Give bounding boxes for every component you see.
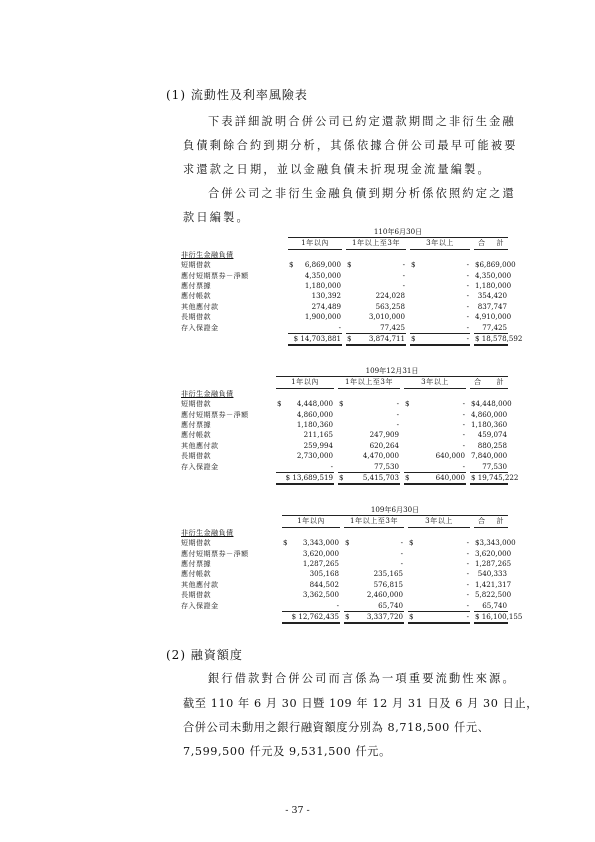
table-row: 短期借款 $ 4,448,000 $ - $ - $ 4,448,000 bbox=[181, 399, 512, 409]
paragraph-line: 下表詳細說明合併公司已約定還款期間之非衍生金融 bbox=[208, 115, 516, 128]
column-header: 1年以內 bbox=[288, 238, 342, 249]
paragraph-line: 負債剩餘合約到期分析，其係依據合併公司最早可能被要 bbox=[183, 139, 518, 152]
table-row: 應付短期票券－淨額 4,350,000 - - 4,350,000 bbox=[181, 270, 512, 280]
column-header: 1年以內 bbox=[282, 516, 340, 527]
table-row: 存入保證金 - 77,530 - 77,530 bbox=[181, 461, 508, 471]
table-row: 應付短期票券－淨額 4,860,000 - - 4,860,000 bbox=[181, 409, 508, 419]
table-row: 長期借款 3,362,500 2,460,000 - 5,822,500 bbox=[181, 590, 512, 600]
table-row: 其他應付款 844,502 576,815 - 1,421,317 bbox=[181, 579, 512, 589]
paragraph-line: 款日編製。 bbox=[183, 211, 250, 224]
maturity-table-110-06-30 bbox=[180, 227, 523, 346]
table-date: 109年6月30日 bbox=[282, 505, 508, 516]
table-row: 長期借款 2,730,000 4,470,000 640,000 7,840,000 bbox=[181, 451, 508, 461]
paragraph-line: 合併公司未動用之銀行融資額度分別為 8,718,500 仟元、 bbox=[183, 721, 490, 734]
paragraph-line: 7,599,500 仟元及 9,531,500 仟元。 bbox=[183, 745, 391, 758]
column-header: 1年以上至3年 bbox=[346, 238, 406, 249]
page-number: - 37 - bbox=[285, 805, 310, 816]
table-row: 應付帳款 130,392 224,028 - 354,420 bbox=[181, 291, 508, 301]
section-label: 非衍生金融負債 bbox=[181, 527, 234, 537]
table-row: 短期借款 $ 6,869,000 $ - $ - $ 6,869,000 bbox=[181, 260, 516, 270]
maturity-table-109-12-31 bbox=[180, 366, 519, 485]
table-row: 應付帳款 211,165 247,909 - 459,074 bbox=[181, 430, 508, 440]
paragraph-line: 銀行借款對合併公司而言係為一項重要流動性來源。 bbox=[208, 672, 516, 685]
section-label: 非衍生金融負債 bbox=[181, 249, 234, 259]
table-row: 應付票據 1,287,265 - - 1,287,265 bbox=[181, 559, 512, 569]
column-header: 1年以內 bbox=[276, 377, 334, 388]
column-header: 3年以上 bbox=[410, 238, 470, 249]
column-header: 3年以上 bbox=[408, 516, 470, 527]
table-total-row: $ 13,689,519 $ 5,415,703 $ 640,000 $ 19,745,222 bbox=[180, 473, 508, 485]
table-total-row: $ 12,762,435 $ 3,337,720 $ - $ 16,100,155 bbox=[180, 612, 508, 624]
table-row: 存入保證金 - 77,425 - 77,425 bbox=[181, 322, 508, 332]
table-row: 其他應付款 259,994 620,264 - 880,258 bbox=[181, 440, 508, 450]
section-title-credit-facility: (2) 融資額度 bbox=[166, 648, 243, 662]
table-date: 110年6月30日 bbox=[288, 227, 508, 238]
column-header-total: 合 計 bbox=[470, 377, 508, 388]
maturity-table-109-06-30 bbox=[180, 505, 523, 624]
column-header: 3年以上 bbox=[404, 377, 466, 388]
table-row: 存入保證金 - 65,740 - 65,740 bbox=[181, 600, 508, 610]
paragraph-line: 合併公司之非衍生金融負債到期分析係依照約定之還 bbox=[208, 187, 516, 200]
table-row: 應付短期票券－淨額 3,620,000 - - 3,620,000 bbox=[181, 548, 512, 558]
table-date: 109年12月31日 bbox=[276, 366, 508, 377]
table-total-row: $ 14,703,881 $ 3,874,711 $ - $ 18,578,592 bbox=[180, 334, 508, 346]
table-row: 長期借款 1,900,000 3,010,000 - 4,910,000 bbox=[181, 312, 512, 322]
section-title-liquidity: (1) 流動性及利率風險表 bbox=[166, 88, 308, 102]
column-header: 1年以上至3年 bbox=[338, 377, 400, 388]
table-row: 應付帳款 305,168 235,165 - 540,333 bbox=[181, 569, 508, 579]
column-header-total: 合 計 bbox=[474, 238, 508, 249]
paragraph-line: 截至 110 年 6 月 30 日暨 109 年 12 月 31 日及 6 月 30 日止， bbox=[183, 697, 539, 710]
table-row: 短期借款 $ 3,343,000 $ - $ - $ 3,343,000 bbox=[181, 538, 516, 548]
paragraph-line: 求還款之日期，並以金融負債未折現現金流量編製。 bbox=[183, 163, 491, 176]
section-label: 非衍生金融負債 bbox=[181, 388, 234, 398]
table-row: 其他應付款 274,489 563,258 - 837,747 bbox=[181, 301, 508, 311]
column-header: 1年以上至3年 bbox=[344, 516, 404, 527]
column-header-total: 合 計 bbox=[474, 516, 508, 527]
table-row: 應付票據 1,180,000 - - 1,180,000 bbox=[181, 281, 512, 291]
table-row: 應付票據 1,180,360 - - 1,180,360 bbox=[181, 420, 508, 430]
